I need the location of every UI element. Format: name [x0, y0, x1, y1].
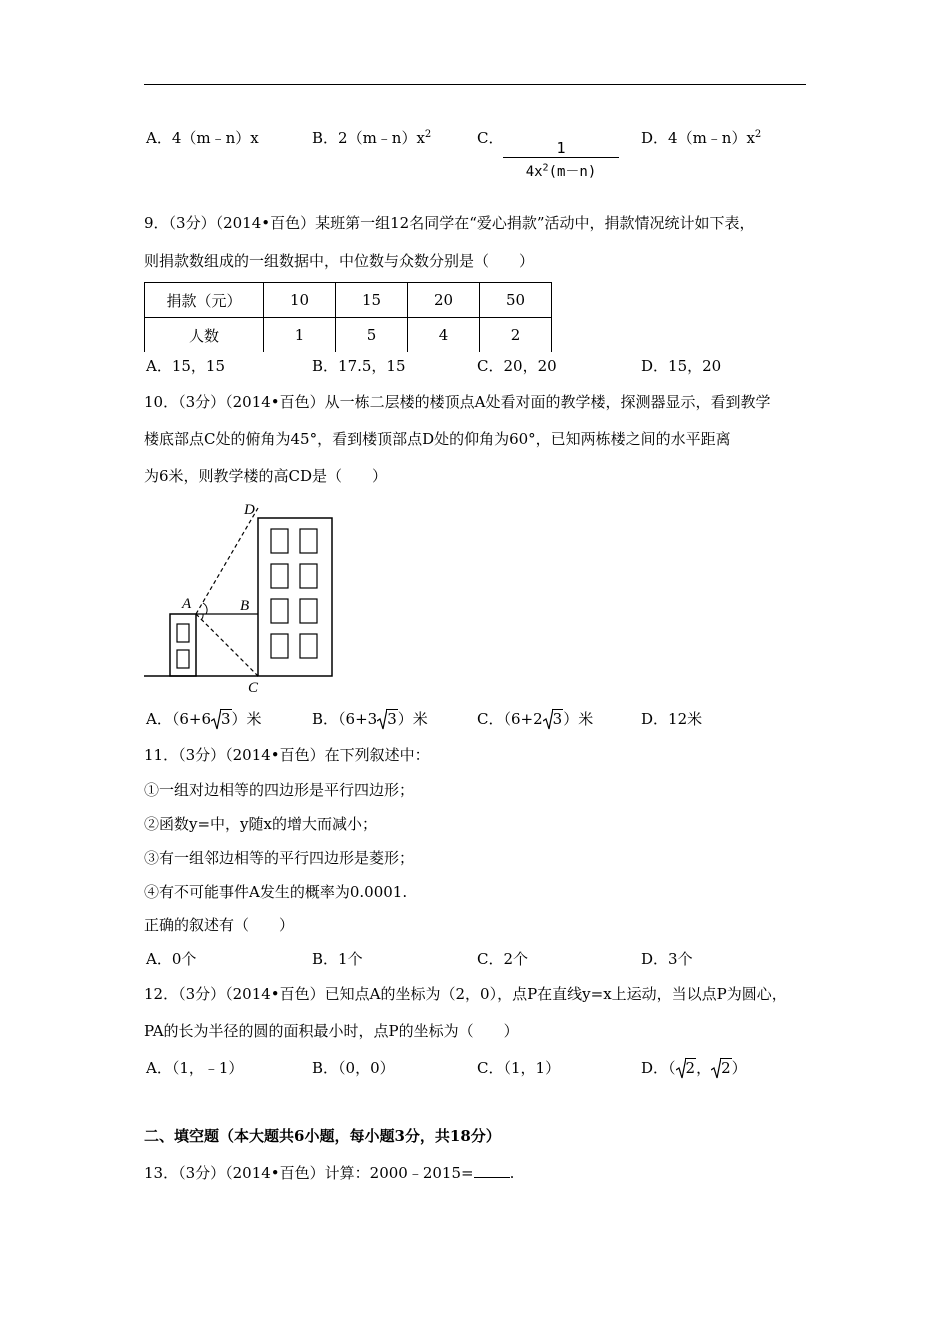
table-cell: 15	[336, 283, 408, 318]
q12-stem-line1: 12．（3分）（2014•百色）已知点A的坐标为（2，0），点P在直线y=x上运动，当以点P为圆心，	[144, 985, 787, 1003]
q11-option-b: B．1个	[312, 950, 363, 968]
q8-option-c: C．	[477, 129, 504, 147]
donation-table	[144, 282, 552, 352]
label-a: A	[182, 596, 192, 612]
q9-option-b: B．17.5，15	[312, 357, 406, 375]
sqrt-symbol: 3	[543, 712, 564, 727]
sqrt-symbol: 3	[211, 712, 232, 727]
table-row	[145, 283, 552, 318]
q11-item-2: ②函数y=中，y随x的增大而减小；	[144, 815, 377, 833]
q12-option-d: D．（ 2， 2）	[641, 1059, 747, 1077]
q10-stem-line2: 楼底部点C处的俯角为45°，看到楼顶部点D处的仰角为60°，已知两栋楼之间的水平距离	[144, 430, 731, 448]
teaching-building	[258, 518, 332, 676]
angle-arc-depression	[201, 614, 203, 620]
angle-arc-elevation	[203, 603, 207, 614]
sqrt-symbol: 3	[377, 712, 398, 727]
q12-stem-line2: PA的长为半径的圆的面积最小时，点P的坐标为（ ）	[144, 1022, 519, 1040]
sqrt-symbol: 2	[711, 1061, 732, 1076]
q8-option-b: B．$2(m﹣n)x^2$	[312, 129, 432, 147]
table-row	[145, 318, 552, 353]
q9-stem-line1: 9．（3分）（2014•百色）某班第一组12名同学在“爱心捐款”活动中，捐款情况统计如下表，	[144, 214, 755, 232]
fraction-denominator: $4x^2(m-n)$	[525, 162, 597, 180]
q11-stem: 11．（3分）（2014•百色）在下列叙述中：	[144, 746, 430, 764]
q10-option-c: C．（6+2 3）米	[477, 710, 594, 728]
q10-stem-line3: 为6米，则教学楼的高CD是（ ）	[144, 467, 388, 485]
q11-option-c: C．2个	[477, 950, 529, 968]
q11-item-4: ④有不可能事件A发生的概率为0.0001.	[144, 883, 408, 901]
q10-option-d: D．12米	[641, 710, 703, 728]
label-b: B	[240, 598, 250, 614]
small-window	[177, 650, 189, 668]
q9-option-a: A．15，15	[146, 357, 226, 375]
q11-option-a: A．0个	[146, 950, 197, 968]
q10-stem-line1: 10．（3分）（2014•百色）从一栋二层楼的楼顶点A处看对面的教学楼，探测器显示，看到教学	[144, 393, 771, 411]
q13-stem: 13．（3分）（2014•百色）计算：2000﹣2015= .	[144, 1164, 515, 1182]
q12-option-a: A．（1，﹣1）	[146, 1059, 244, 1077]
q12-option-b: B．（0，0）	[312, 1059, 395, 1077]
table-cell: 20	[408, 283, 480, 318]
sqrt-symbol: 2	[676, 1061, 697, 1076]
table-cell: 捐款（元）	[145, 283, 264, 318]
q8-option-d: D．$4(m﹣n)x^2$	[641, 129, 762, 147]
answer-blank[interactable]	[474, 1165, 510, 1178]
q8-option-c-fraction	[503, 140, 619, 180]
q10-option-b: B．（6+3 3）米	[312, 710, 428, 728]
q12-option-c: C．（1，1）	[477, 1059, 561, 1077]
table-cell: 2	[480, 318, 552, 353]
q11-item-3: ③有一组邻边相等的平行四边形是菱形；	[144, 849, 415, 867]
q8-option-a: A．4（m﹣n）x	[146, 129, 259, 147]
q10-option-a: A．（6+6 3）米	[146, 710, 262, 728]
building-windows	[271, 529, 317, 658]
label-c: C	[248, 680, 259, 696]
small-building	[170, 614, 196, 676]
label-d: D	[244, 502, 255, 518]
sightline-ac	[196, 614, 258, 676]
q11-option-d: D．3个	[641, 950, 693, 968]
table-cell: 50	[480, 283, 552, 318]
table-cell: 人数	[145, 318, 264, 353]
buildings-figure	[140, 498, 340, 698]
q9-option-d: D．15，20	[641, 357, 722, 375]
q9-option-c: C．20，20	[477, 357, 557, 375]
table-cell: 1	[264, 318, 336, 353]
q9-stem-line2: 则捐款数组成的一组数据中，中位数与众数分别是（ ）	[144, 252, 535, 270]
fraction-numerator: 1	[556, 139, 566, 157]
table-cell: 5	[336, 318, 408, 353]
table-cell: 10	[264, 283, 336, 318]
header-rule	[144, 84, 806, 85]
q11-item-1: ①一组对边相等的四边形是平行四边形；	[144, 781, 415, 799]
q11-ask: 正确的叙述有（ ）	[144, 916, 295, 934]
small-window	[177, 624, 189, 642]
section-2-title: 二、填空题（本大题共6小题，每小题3分，共18分）	[144, 1127, 501, 1145]
table-cell: 4	[408, 318, 480, 353]
